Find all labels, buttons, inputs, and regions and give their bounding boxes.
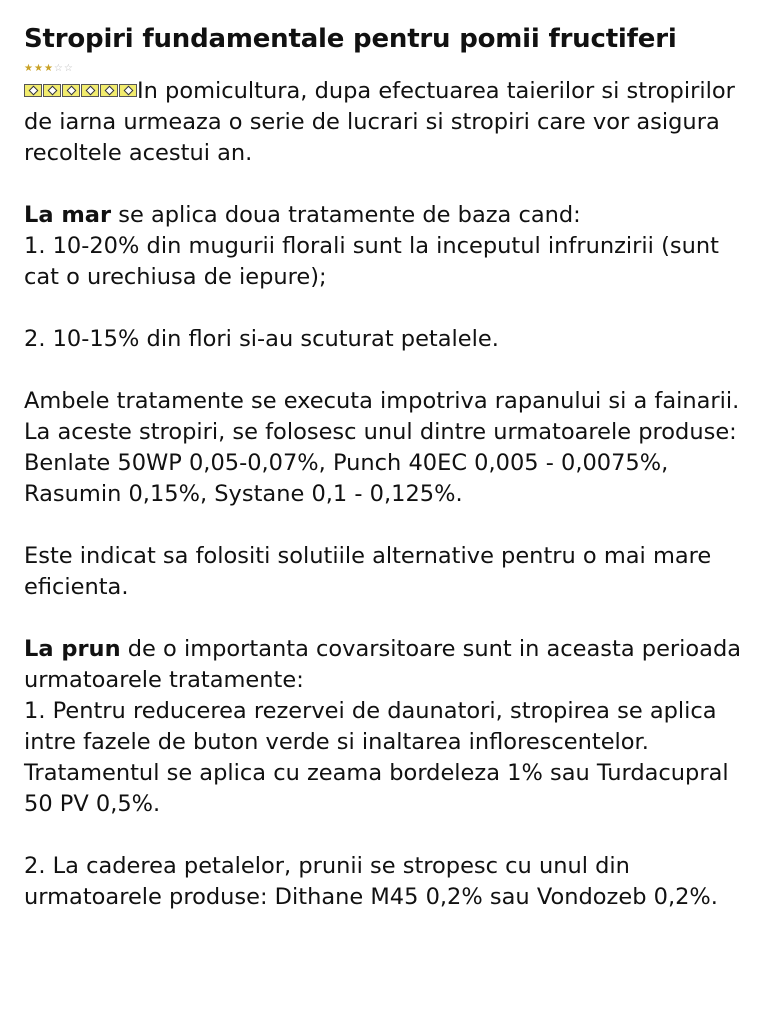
ambele-paragraph: Ambele tratamente se executa impotriva rapanului si a fainarii. La aceste stropiri, se folosesc unul dintre urmatoarele produse: Benlate 50WP 0,05-0,07%, Punch 40EC 0,005 - 0,0075%, Rasumin 0,15%, Systane 0,1 - 0,125%. <box>24 388 740 507</box>
intro-paragraph <box>24 76 744 169</box>
prun-paragraph <box>24 634 744 696</box>
emoticon-icon <box>100 84 118 97</box>
mar-lead: se aplica doua tratamente de baza cand: <box>111 202 581 228</box>
mar-item-2: 2. 10-15% din flori si-au scuturat petalele. <box>24 326 499 352</box>
emoticon-icon <box>81 84 99 97</box>
mar-item-1: 1. 10-20% din mugurii florali sunt la inceputul infrunzirii (sunt cat o urechiusa de iepure); <box>24 233 719 290</box>
intro-text: In pomicultura, dupa efectuarea taierilor si stropirilor de iarna urmeaza o serie de lucrari si stropiri care vor asigura recoltele acestui an. <box>24 78 735 166</box>
indicat-paragraph: Este indicat sa folositi solutiile alternative pentru o mai mare eficienta. <box>24 543 712 600</box>
emoticon-icon <box>43 84 61 97</box>
emoticon-icon <box>62 84 80 97</box>
prun-item-1: 1. Pentru reducerea rezervei de daunatori, stropirea se aplica intre fazele de buton verde si inaltarea inflorescentelor. Tratamentul se aplica cu zeama bordeleza 1% sau Turdacupral 50 PV 0,5%. <box>24 698 729 817</box>
emoticon-icon <box>119 84 137 97</box>
prun-label: La prun <box>24 636 121 662</box>
star-filled-icon: ★ <box>43 63 53 74</box>
prun-item-2: 2. La caderea petalelor, prunii se stropesc cu unul din urmatoarele produse: Dithane M45 0,2% sau Vondozeb 0,2%. <box>24 853 718 910</box>
mar-label: La mar <box>24 202 112 228</box>
star-empty-icon: ☆ <box>63 63 73 74</box>
star-filled-icon: ★ <box>33 63 43 74</box>
mar-paragraph <box>24 200 744 231</box>
star-empty-icon: ☆ <box>53 63 63 74</box>
article-body <box>24 76 744 913</box>
star-filled-icon: ★ <box>24 63 33 74</box>
emoticon-row <box>24 84 137 97</box>
rating <box>24 62 744 76</box>
emoticon-icon <box>24 84 42 97</box>
prun-lead: de o importanta covarsitoare sunt in aceasta perioada urmatoarele tratamente: <box>24 636 742 693</box>
article-title: Stropiri fundamentale pentru pomii fructiferi <box>24 24 677 54</box>
